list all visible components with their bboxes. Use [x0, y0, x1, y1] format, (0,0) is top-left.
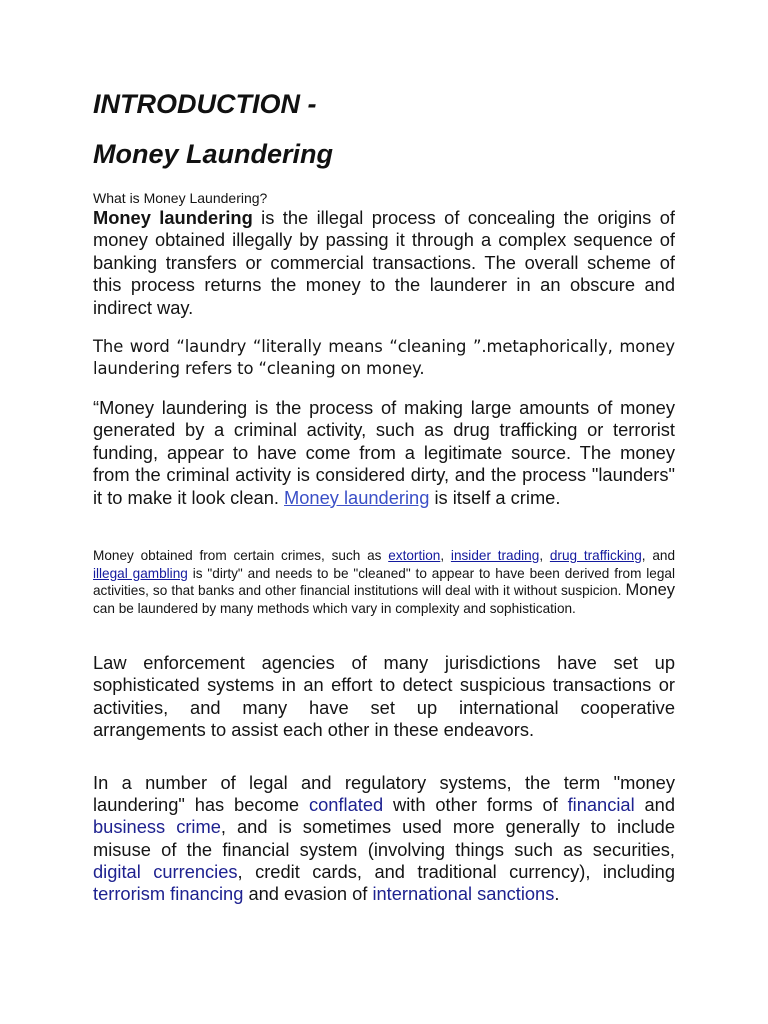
conflated-link[interactable]: conflated — [308, 794, 384, 816]
paragraph-dirty-money — [93, 547, 675, 617]
paragraph-text: , — [539, 548, 550, 563]
paragraph-text: is the illegal process of concealing the origins of money obtained illegally by passing it through a complex sequence of banking transfers or commercial transactions. The overall scheme of this process returns the money to the launderer in an obscure and indirect way. — [93, 207, 675, 318]
illegal-gambling-link[interactable]: illegal gambling — [93, 565, 188, 581]
page-subtitle: Money Laundering — [93, 139, 334, 169]
paragraph-text: , — [440, 548, 451, 563]
money-laundering-link[interactable]: Money laundering — [284, 486, 430, 508]
paragraph-text: is "dirty" and needs to be "cleaned" to appear to have been derived from legal activities, so that banks and other financial institutions will deal with it without suspicion. — [93, 565, 675, 598]
paragraph-text: In a number of legal and regulatory systems, the term "money laundering" has become — [93, 772, 675, 816]
paragraph-text-large: Money — [625, 581, 675, 599]
paragraph-text: and — [634, 794, 675, 816]
extortion-link[interactable]: extortion — [388, 548, 441, 563]
paragraph-process — [93, 397, 675, 509]
financial-link[interactable]: financial — [567, 794, 635, 816]
paragraph-text: laundering is the process of making large amounts of money generated by a criminal activity, such as drug trafficking or terrorist funding, appear to have come from a legitimate source. The money from the criminal activity is considered dirty, and the process "launders" it to make it look clean. — [93, 397, 675, 508]
paragraph-etymology — [93, 336, 675, 380]
paragraph-text: and evasion of — [243, 883, 373, 905]
paragraph-text: , credit cards, and traditional currency), including — [237, 860, 676, 882]
term-bold: Money laundering — [93, 207, 253, 228]
insider-trading-link[interactable]: insider trading — [450, 548, 540, 563]
paragraph-text: can be laundered by many methods which vary in complexity and sophistication. — [93, 600, 576, 616]
question-line: What is Money Laundering? — [93, 190, 268, 206]
business-crime-link[interactable]: business crime — [93, 816, 221, 838]
paragraph-lead: “Money — [93, 397, 154, 418]
paragraph-text: The word “laundry “literally means “cleaning ”.metaphorically, money laundering refers to “cleaning on money — [93, 337, 675, 378]
paragraph-text: . — [554, 883, 560, 905]
digital-currencies-link[interactable]: digital currencies — [93, 860, 238, 882]
paragraph-text: , and is sometimes used more generally to include misuse of the financial system (involving things such as securities, — [93, 816, 675, 860]
paragraph-tail: is itself a crime. — [429, 486, 561, 508]
drug-trafficking-link[interactable]: drug trafficking — [549, 548, 642, 563]
paragraph-law-enforcement: Law enforcement agencies of many jurisdictions have set up sophisticated systems in an effort to detect suspicious transactions or activities, and many have set up international cooperative arrangements to assist each other in these endeavors. — [93, 652, 675, 741]
international-sanctions-link[interactable]: international sanctions — [372, 883, 555, 905]
paragraph-text: with other forms of — [383, 794, 568, 816]
paragraph-text: , and — [641, 548, 676, 563]
paragraph-regulatory — [93, 772, 675, 905]
terrorism-financing-link[interactable]: terrorism financing — [93, 883, 244, 905]
paragraph-text: Money obtained from certain crimes, such as — [93, 548, 389, 563]
page-title: INTRODUCTION - — [93, 89, 317, 119]
paragraph-definition — [93, 207, 675, 319]
paragraph-end: . — [419, 359, 425, 378]
